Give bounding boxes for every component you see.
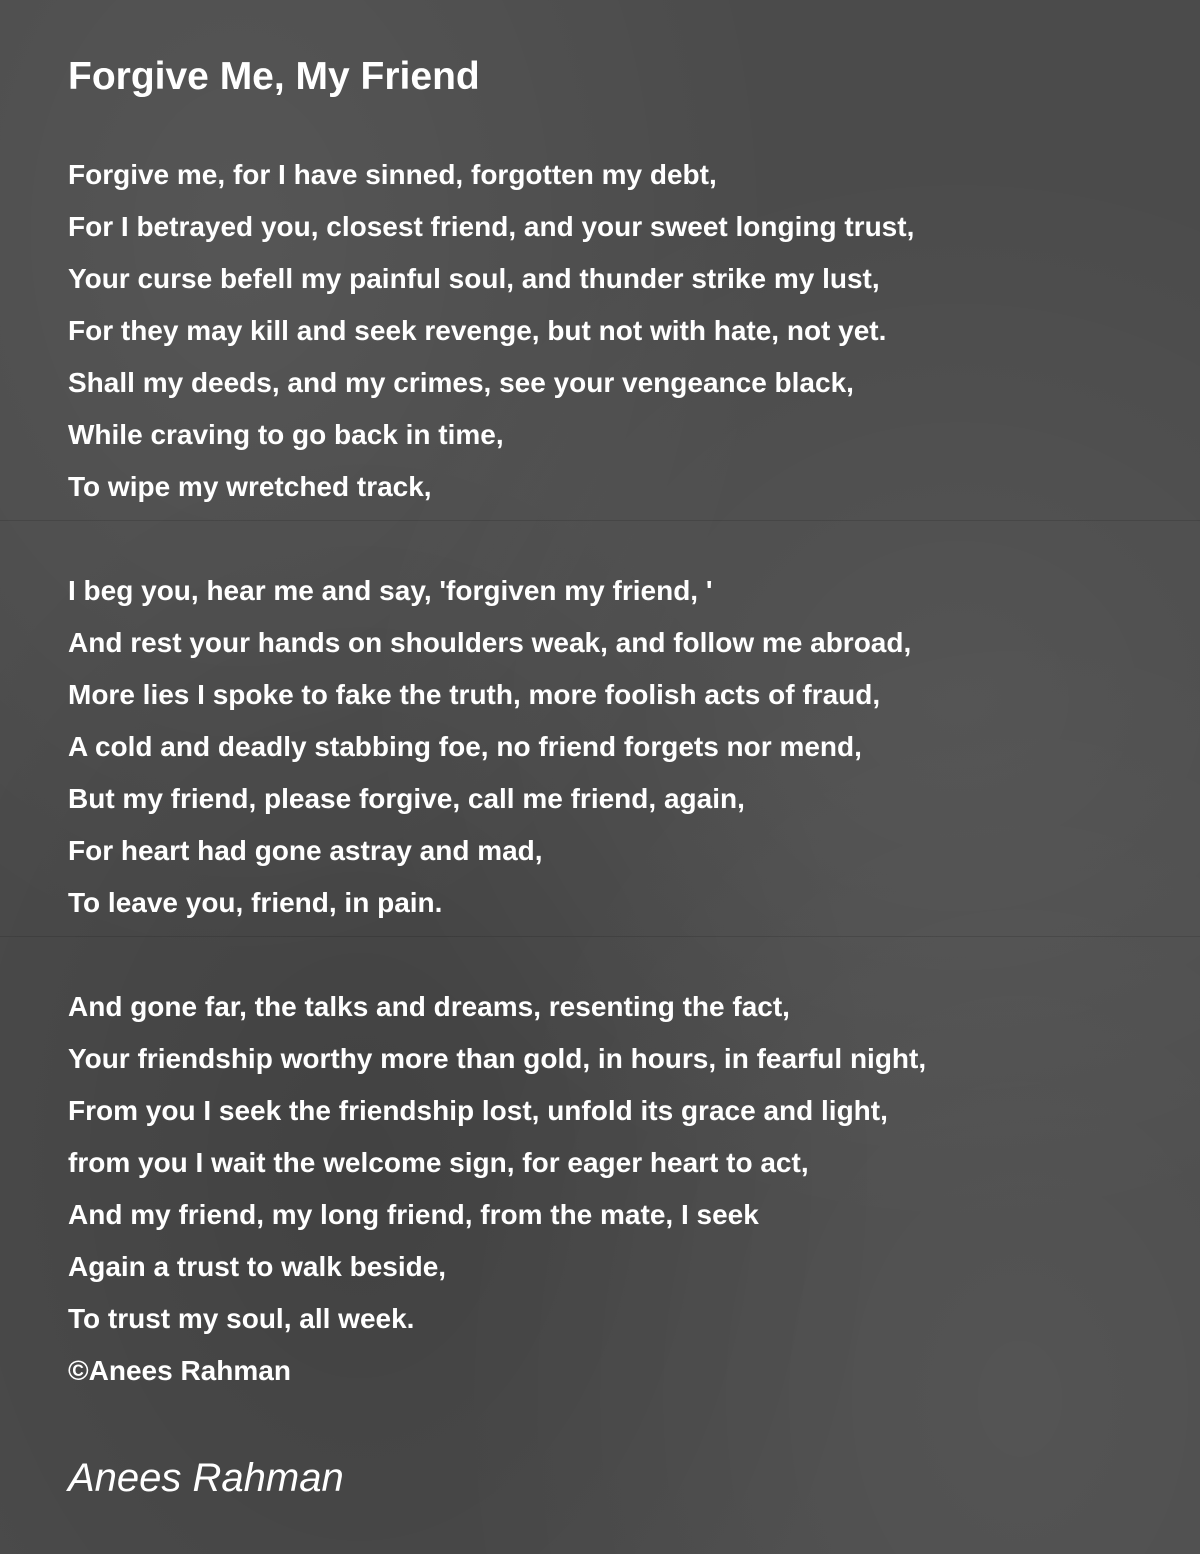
stanza-break	[68, 513, 926, 565]
poem-line: And gone far, the talks and dreams, resenting the fact,	[68, 991, 790, 1022]
poem-line: While craving to go back in time,	[68, 419, 504, 450]
poem-line: To leave you, friend, in pain.	[68, 887, 443, 918]
poem-line: For they may kill and seek revenge, but not with hate, not yet.	[68, 315, 887, 346]
poem-line: from you I wait the welcome sign, for eager heart to act,	[68, 1147, 809, 1178]
poem-line: ©Anees Rahman	[68, 1355, 291, 1386]
poem-line: I beg you, hear me and say, 'forgiven my friend, '	[68, 575, 713, 606]
poem-line: More lies I spoke to fake the truth, more foolish acts of fraud,	[68, 679, 881, 710]
poem-line: From you I seek the friendship lost, unfold its grace and light,	[68, 1095, 888, 1126]
poem-line: For I betrayed you, closest friend, and your sweet longing trust,	[68, 211, 915, 242]
poem-line: Your curse befell my painful soul, and thunder strike my lust,	[68, 263, 880, 294]
poem-line: To trust my soul, all week.	[68, 1303, 415, 1334]
poem-line: Again a trust to walk beside,	[68, 1251, 447, 1282]
poem-line: Your friendship worthy more than gold, in hours, in fearful night,	[68, 1043, 927, 1074]
poem-line: For heart had gone astray and mad,	[68, 835, 543, 866]
poem-line: Shall my deeds, and my crimes, see your vengeance black,	[68, 367, 854, 398]
stanza-break	[68, 929, 926, 981]
poem-line: But my friend, please forgive, call me friend, again,	[68, 783, 745, 814]
author-name: Anees Rahman	[68, 1456, 344, 1500]
poem-line: Forgive me, for I have sinned, forgotten my debt,	[68, 159, 717, 190]
poem-line: And my friend, my long friend, from the mate, I seek	[68, 1199, 759, 1230]
poem-line: To wipe my wretched track,	[68, 471, 432, 502]
poem-line: A cold and deadly stabbing foe, no friend forgets nor mend,	[68, 731, 862, 762]
poem-line: And rest your hands on shoulders weak, and follow me abroad,	[68, 627, 912, 658]
poem-body	[68, 149, 926, 1397]
poem-title: Forgive Me, My Friend	[68, 55, 480, 98]
